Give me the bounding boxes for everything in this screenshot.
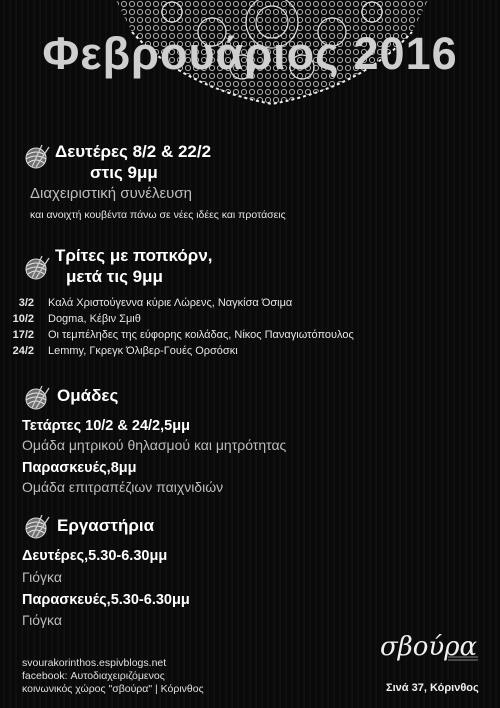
yarn-ball-icon xyxy=(22,513,52,539)
logo-underline-icon xyxy=(448,650,478,664)
workshops-monday-heading: Δευτέρες,5.30-6.30μμ xyxy=(22,548,168,564)
groups-friday-text: Ομάδα επιτραπέζιων παιχνιδιών xyxy=(22,479,224,495)
list-item: 3/2 Καλά Χριστούγεννα κύριε Λώρενς, Ναγκίσα Όσιμα xyxy=(18,297,293,309)
tuesdays-heading: Τρίτες με ποπκόρν, xyxy=(55,246,213,265)
mondays-time: στις 9μμ xyxy=(90,163,158,182)
yarn-ball-icon xyxy=(22,143,52,169)
workshops-friday-text: Γιόγκα xyxy=(22,612,62,628)
website-link[interactable]: svourakorinthos.espivblogs.net xyxy=(22,657,167,669)
yarn-ball-icon xyxy=(22,384,52,410)
month-title: Φεβρουάριος xyxy=(42,28,340,79)
address: Σινά 37, Κόρινθος xyxy=(386,682,479,694)
groups-wednesday-heading: Τετάρτες 10/2 & 24/2,5μμ xyxy=(22,418,190,434)
workshops-monday-text: Γιόγκα xyxy=(22,569,62,585)
footer-contact xyxy=(22,657,204,696)
logo-text: σβούρα xyxy=(380,632,478,662)
list-item: 24/2 Lemmy, Γκρεγκ Όλιβερ-Γουές Ορσόσκι xyxy=(12,345,238,357)
workshops-heading: Εργαστήρια xyxy=(57,516,155,535)
facebook-line: facebook: Αυτοδιαχειριζόμενος xyxy=(22,670,165,682)
page-title xyxy=(0,28,500,80)
groups-friday-heading: Παρασκευές,8μμ xyxy=(22,460,137,476)
groups-heading: Ομάδες xyxy=(57,386,119,405)
workshops-friday-heading: Παρασκευές,5.30-6.30μμ xyxy=(22,592,190,608)
facebook-page-name: κοινωνικός χώρος "σβούρα" | Κόρινθος xyxy=(22,683,204,695)
tuesdays-time: μετά τις 9μμ xyxy=(66,267,163,286)
groups-wednesday-text: Ομάδα μητρικού θηλασμού και μητρότητας xyxy=(22,437,287,453)
mondays-note: και ανοιχτή κουβέντα πάνω σε νέες ιδέες και προτάσεις xyxy=(30,209,286,221)
year-title: 2016 xyxy=(353,28,458,79)
list-item: 17/2 Οι τεμπέληδες της εύφορης κοιλάδας, Νίκος Παναγιωτόπουλος xyxy=(12,329,354,341)
list-item: 10/2 Dogma, Κέβιν Σμιθ xyxy=(12,313,141,325)
yarn-ball-icon xyxy=(22,254,52,280)
film-list xyxy=(0,297,354,358)
mondays-heading: Δευτέρες 8/2 & 22/2 xyxy=(55,142,212,161)
svoura-logo xyxy=(380,632,480,672)
mondays-subtitle: Διαχειριστική συνέλευση xyxy=(30,185,192,202)
